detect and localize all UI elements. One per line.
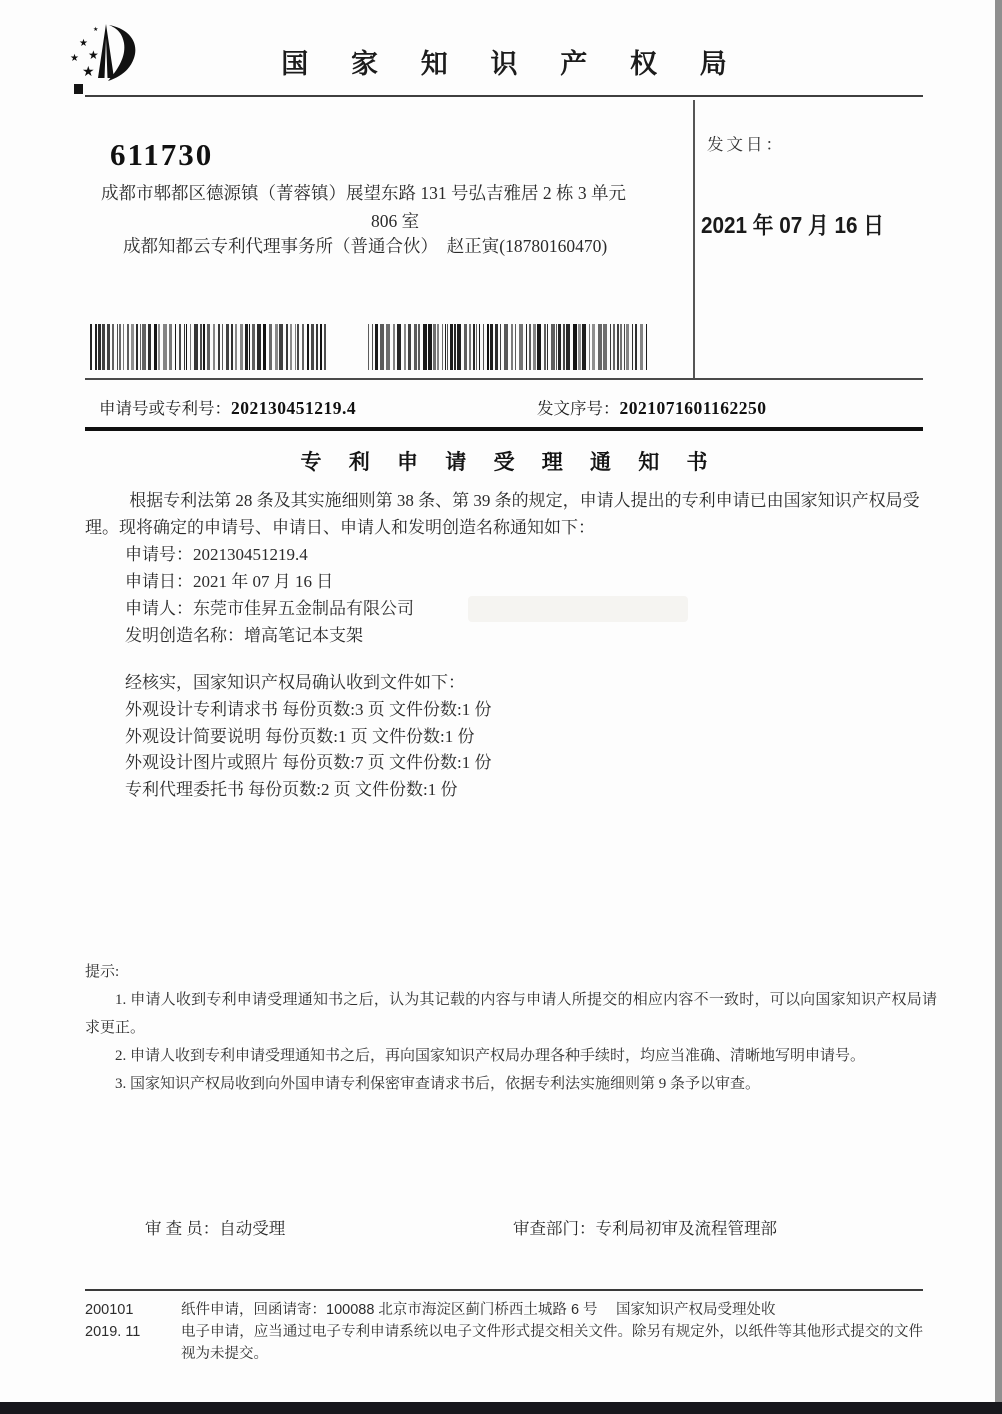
field-value: 202130451219.4 — [193, 545, 308, 564]
notice-intro: 根据专利法第 28 条及其实施细则第 38 条、第 39 条的规定，申请人提出的专利申请已由国家知识产权局受理。现将确定的申请号、申请日、申请人和发明创造名称通知如下： — [85, 491, 920, 537]
mail-info-box — [85, 95, 923, 378]
application-number-label: 申请号或专利号： — [99, 399, 231, 418]
field-applicant — [125, 595, 414, 622]
received-doc-item: 外观设计图片或照片 每份页数:7 页 文件份数:1 份 — [125, 753, 492, 773]
field-value: 东莞市佳昇五金制品有限公司 — [193, 599, 414, 618]
address-line-1: 成都市郫都区德源镇（菁蓉镇）展望东路 131 号弘吉雅居 2 栋 3 单元 — [101, 183, 626, 203]
application-fields — [125, 541, 414, 649]
notice-title: 专 利 申 请 受 理 通 知 书 — [300, 450, 719, 474]
department-cell — [513, 1215, 777, 1239]
number-row — [85, 378, 923, 431]
form-codes — [85, 1299, 181, 1365]
scan-edge-right — [995, 0, 1002, 1414]
star-icon: ★ — [82, 65, 95, 80]
tips-section — [85, 958, 937, 1098]
star-icon: ★ — [70, 53, 79, 64]
address-line-2: 806 室 — [370, 211, 420, 231]
form-revision-date: 2019. 11 — [85, 1324, 141, 1340]
barcode-left — [90, 324, 330, 370]
serial-number-cell — [537, 395, 767, 419]
issue-date-label: 发文日： — [707, 135, 785, 154]
field-label: 申请号： — [125, 545, 193, 564]
scan-edge-bottom — [0, 1402, 1002, 1414]
electronic-filing-note: 电子申请，应当通过电子专利申请系统以电子文件形式提交相关文件。除另有规定外，以纸件等其他形式提交的文件视为未提交。 — [181, 1324, 923, 1362]
star-icon: ★ — [88, 48, 99, 62]
barcode-right — [368, 324, 650, 370]
postcode: 611730 — [110, 137, 214, 172]
field-value: 2021 年 07 月 16 日 — [193, 572, 334, 591]
field-application-date — [125, 568, 414, 595]
received-intro: 经核实，国家知识产权局确认收到文件如下： — [125, 673, 465, 692]
received-documents — [125, 670, 491, 804]
department-label: 审查部门： — [513, 1219, 596, 1238]
field-label: 发明创造名称： — [125, 626, 244, 645]
application-number-value: 202130451219.4 — [231, 398, 357, 418]
tip-item-1: 1. 申请人收到专利申请受理通知书之后，认为其记载的内容与申请人所提交的相应内容不一致时，可以向国家知识产权局请求更正。 — [85, 992, 937, 1036]
tips-title: 提示: — [85, 964, 120, 980]
department-value: 专利局初审及流程管理部 — [595, 1219, 777, 1238]
footnote-notes — [181, 1299, 923, 1365]
agency-title: 国 家 知 识 产 权 局 — [281, 49, 745, 79]
examiner-label: 审 查 员： — [145, 1219, 220, 1238]
serial-number-value: 2021071601162250 — [619, 398, 767, 418]
star-icon: ★ — [79, 38, 88, 49]
field-application-number — [125, 541, 414, 568]
application-number-cell — [99, 395, 356, 419]
tip-item-3: 3. 国家知识产权局收到向外国申请专利保密审查请求书后，依据专利法实施细则第 9 条予以审查。 — [115, 1076, 761, 1092]
field-invention-title — [125, 622, 414, 649]
received-doc-item: 外观设计简要说明 每份页数:1 页 文件份数:1 份 — [125, 726, 475, 746]
paper-filing-note: 纸件申请，回函请寄：100088 北京市海淀区蓟门桥西土城路 6 号 国家知识产权局受理处收 — [181, 1302, 776, 1318]
serial-number-label: 发文序号： — [537, 399, 620, 418]
recipient-address — [101, 179, 689, 235]
field-value: 增高笔记本支架 — [244, 626, 363, 645]
star-icon: ★ — [93, 27, 99, 33]
field-label: 申请日： — [125, 572, 193, 591]
examiner-cell — [145, 1215, 285, 1239]
issue-date-value: 2021 年 07 月 16 日 — [701, 212, 884, 238]
form-code: 200101 — [85, 1302, 134, 1318]
received-doc-item: 专利代理委托书 每份页数:2 页 文件份数:1 份 — [125, 780, 458, 800]
footnote-block — [85, 1289, 923, 1365]
field-label: 申请人： — [125, 599, 193, 618]
divider-vertical — [693, 100, 695, 378]
scan-artifact — [468, 596, 688, 622]
examiner-value: 自动受理 — [219, 1219, 286, 1238]
tip-item-2: 2. 申请人收到专利申请受理通知书之后，再向国家知识产权局办理各种手续时，均应当准确、清晰地写明申请号。 — [115, 1048, 866, 1064]
scan-artifact — [74, 84, 83, 94]
received-doc-item: 外观设计专利请求书 每份页数:3 页 文件份数:1 份 — [125, 699, 492, 719]
agent-line: 成都知都云专利代理事务所（普通合伙） 赵正寅(18780160470) — [123, 236, 608, 256]
